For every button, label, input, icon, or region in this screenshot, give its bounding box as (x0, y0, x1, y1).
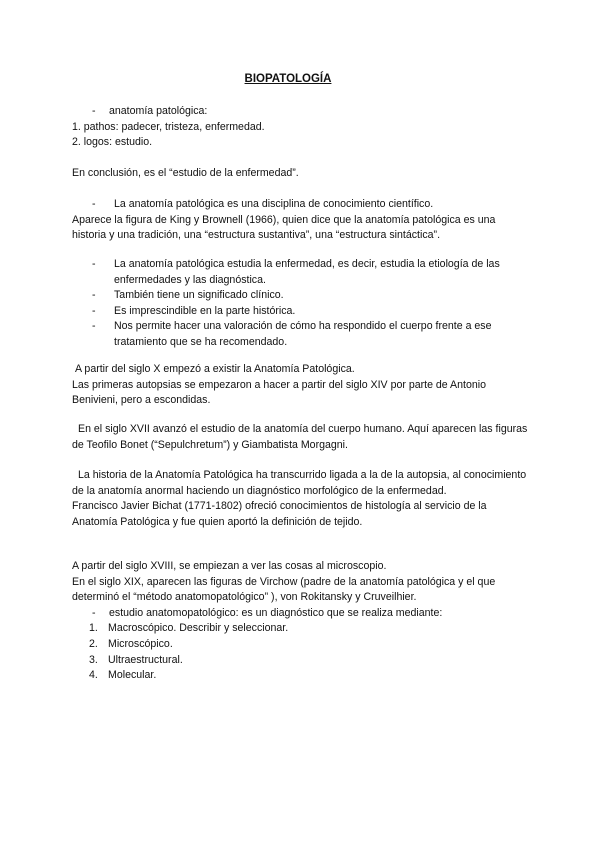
study-step: 2. Microscópico. (89, 637, 173, 650)
section-discipline (72, 197, 532, 244)
study-heading: - estudio anatomopatológico: es un diagnóstico que se realiza mediante: (92, 606, 443, 619)
bullet-item: - Es imprescindible en la parte histórica. (92, 304, 296, 317)
intro-heading: - anatomía patológica: (92, 105, 208, 117)
history-paragraph-4: A partir del siglo XVIII, se empiezan a ver las cosas al microscopio. En el siglo XIX, aparecen las figuras de Virchow (padre de la anatomía patológica y el que determinó el “método anatomopatológico” ), von Rokitansky y Cruveilhier. - estudio anatomopatológico: es un diagnóstico que se realiza mediante: 1. Macroscópico. Describir y seleccionar. 2. Microscópico. 3. Ultraestructural. 4. Molecular. (72, 559, 532, 684)
history-paragraph-1: A partir del siglo X empezó a existir la Anatomía Patológica. Las primeras autopsias se empezaron a hacer a partir del siglo XIV por parte de Antonio Benivieni, pero a escondidas. (72, 363, 486, 407)
intro-block (72, 104, 532, 151)
intro-item: 2. logos: estudio. (72, 136, 153, 149)
bullet-list (72, 257, 532, 351)
bullet-item: - La anatomía patológica estudia la enfermedad, es decir, estudia la etiología de las enfermedades y las diagnóstica. (92, 258, 500, 286)
bullet-item: - Nos permite hacer una valoración de cómo ha respondido el cuerpo frente a ese tratamiento que se ha recomendado. (92, 320, 492, 348)
bullet-item: - La anatomía patológica es una disciplina de conocimiento científico. (92, 198, 434, 210)
bullet-item: - También tiene un significado clínico. (92, 289, 284, 302)
paragraph: Aparece la figura de King y Brownell (1966), quien dice que la anatomía patológica es una historia y una tradición, una “estructura sustantiva”, una “estructura sintáctica”. (72, 213, 496, 242)
history-paragraph-2: En el siglo XVII avanzó el estudio de la anatomía del cuerpo humano. Aquí aparecen las figuras de Teofilo Bonet (“Sepulchretum”) y Giambatista Morgagni. (72, 423, 528, 451)
study-step: 4. Molecular. (89, 669, 157, 682)
conclusion-paragraph: En conclusión, es el “estudio de la enfermedad”. (72, 167, 299, 179)
study-step: 3. Ultraestructural. (89, 653, 183, 666)
intro-item: 1. pathos: padecer, tristeza, enfermedad. (72, 120, 265, 133)
study-step: 1. Macroscópico. Describir y seleccionar. (89, 622, 289, 635)
page-title: BIOPATOLOGÍA (244, 73, 332, 85)
history-paragraph-3: La historia de la Anatomía Patológica ha transcurrido ligada a la de la autopsia, al conocimiento de la anatomía anormal haciendo un diagnóstico morfológico de la enfermedad. Francisco Javier Bichat (1771-1802) ofreció conocimientos de histología al servicio de la Anatomía Patológica y fue quien aportó la definición de tejido. (72, 469, 527, 528)
